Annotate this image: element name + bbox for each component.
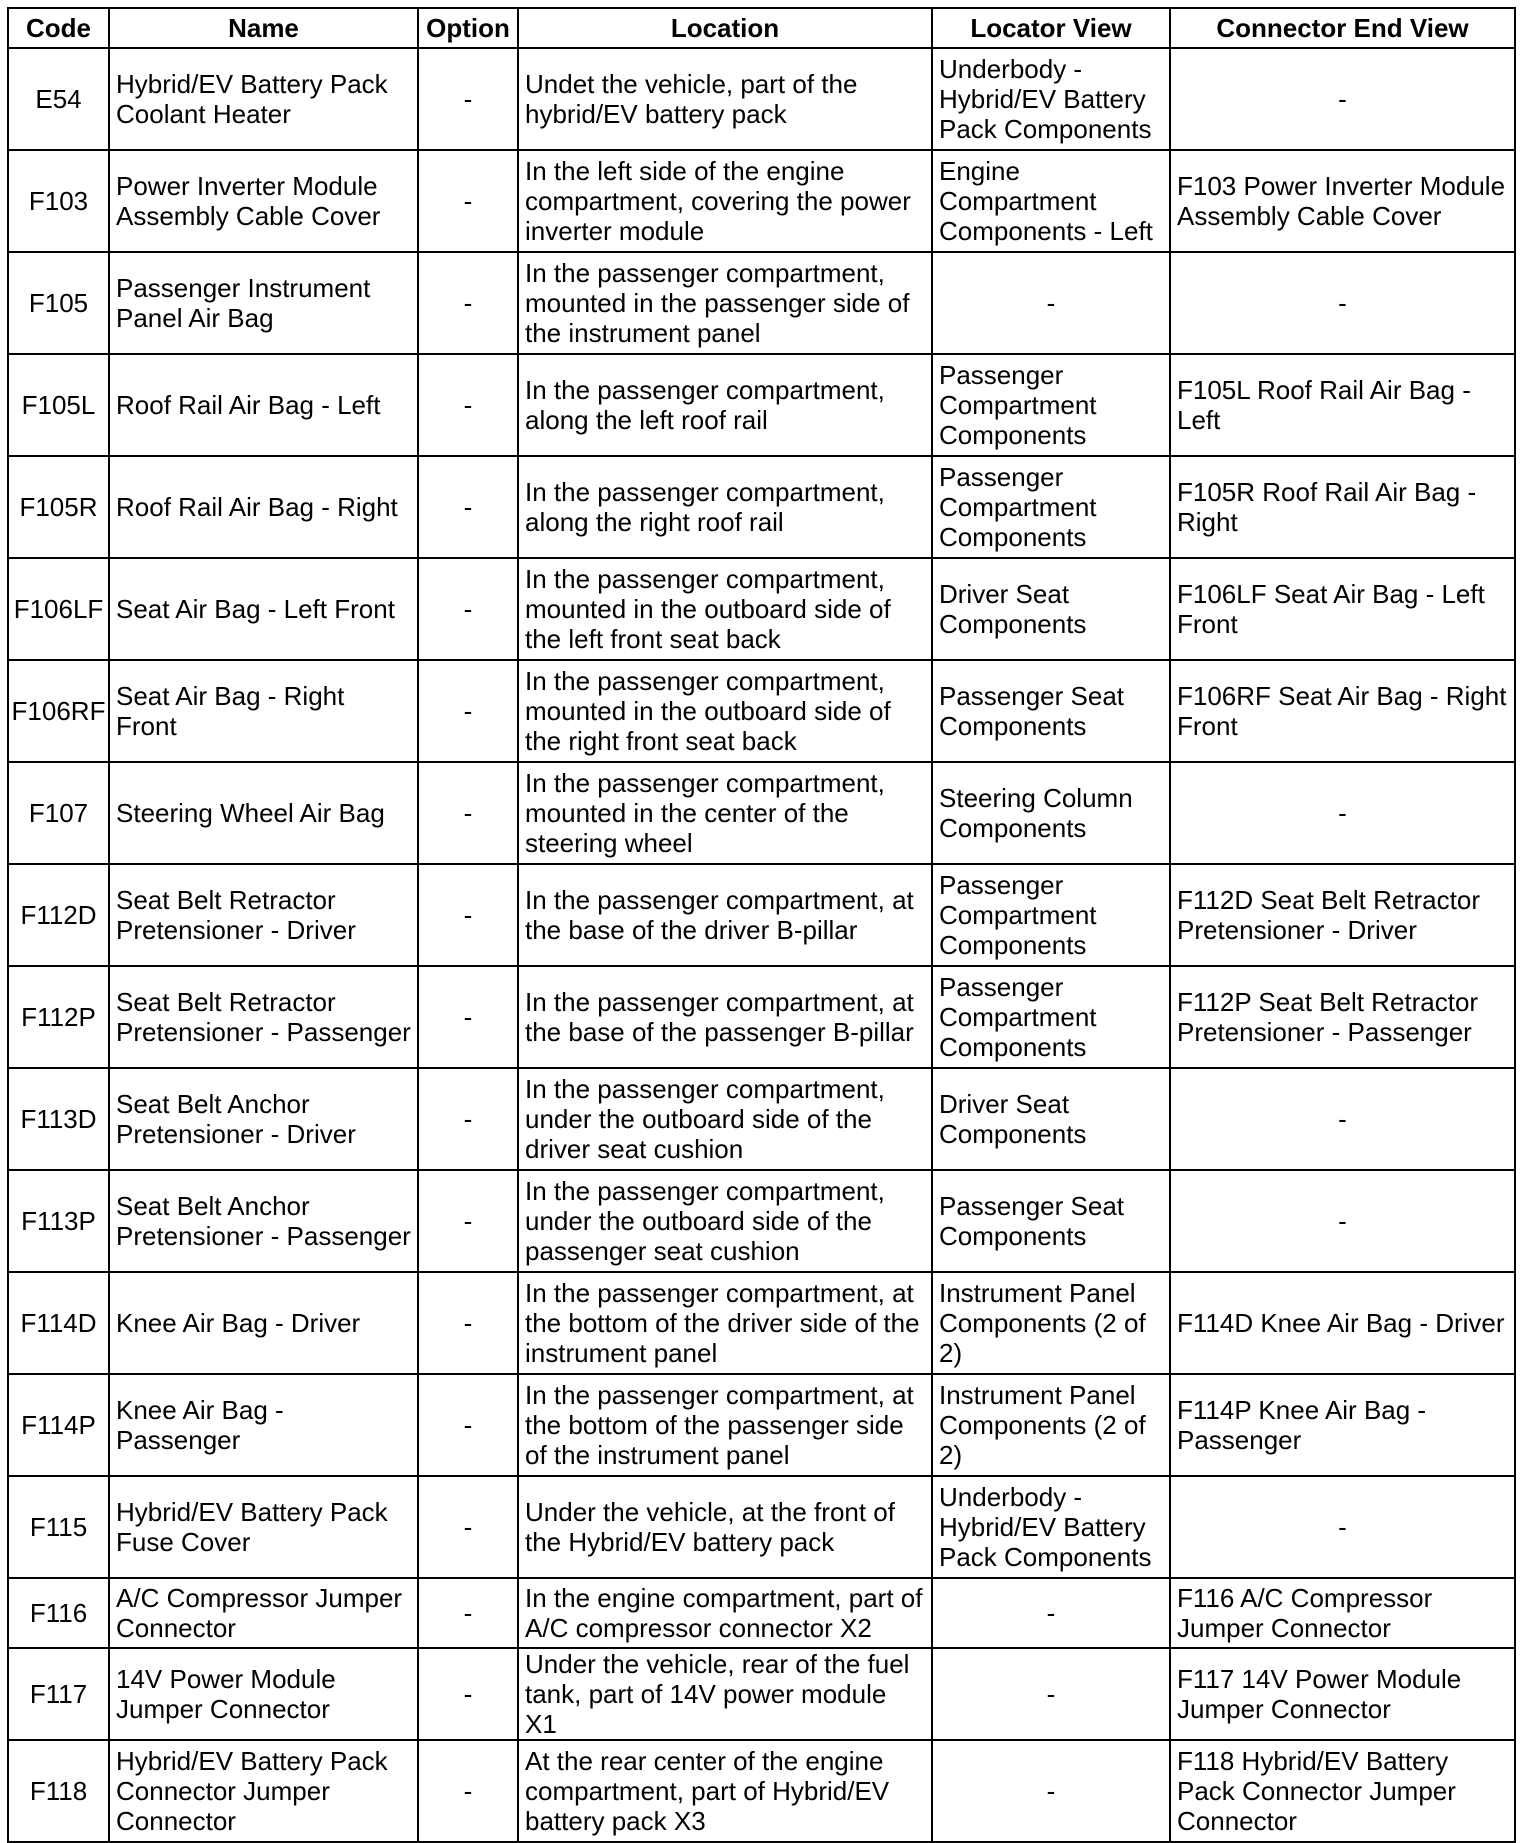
cell-code: F115 <box>8 1476 109 1578</box>
cell-option: - <box>418 456 518 558</box>
cell-locator-view: Driver Seat Components <box>932 1068 1170 1170</box>
cell-option: - <box>418 966 518 1068</box>
cell-locator-view: Engine Compartment Components - Left <box>932 150 1170 252</box>
header-name: Name <box>109 8 418 48</box>
cell-location: In the passenger compartment, along the left roof rail <box>518 354 932 456</box>
table-row <box>8 1374 1515 1476</box>
cell-connector-end-view: F114D Knee Air Bag - Driver <box>1170 1272 1515 1374</box>
header-location: Location <box>518 8 932 48</box>
cell-name: A/C Compressor Jumper Connector <box>109 1578 418 1648</box>
cell-location: Under the vehicle, at the front of the Hybrid/EV battery pack <box>518 1476 932 1578</box>
cell-code: F105L <box>8 354 109 456</box>
cell-location: In the passenger compartment, under the outboard side of the passenger seat cushion <box>518 1170 932 1272</box>
component-locator-table <box>7 7 1516 1843</box>
cell-name: Seat Air Bag - Right Front <box>109 660 418 762</box>
cell-name: Knee Air Bag - Passenger <box>109 1374 418 1476</box>
cell-locator-view: Passenger Compartment Components <box>932 864 1170 966</box>
table-row <box>8 48 1515 150</box>
cell-option: - <box>418 1740 518 1842</box>
cell-code: F106RF <box>8 660 109 762</box>
cell-locator-view: Instrument Panel Components (2 of 2) <box>932 1374 1170 1476</box>
cell-connector-end-view: - <box>1170 252 1515 354</box>
cell-option: - <box>418 48 518 150</box>
cell-location: In the passenger compartment, mounted in the center of the steering wheel <box>518 762 932 864</box>
header-code: Code <box>8 8 109 48</box>
cell-location: Undet the vehicle, part of the hybrid/EV battery pack <box>518 48 932 150</box>
cell-locator-view: Passenger Compartment Components <box>932 966 1170 1068</box>
cell-name: Knee Air Bag - Driver <box>109 1272 418 1374</box>
table-row <box>8 1648 1515 1740</box>
cell-connector-end-view: F112P Seat Belt Retractor Pretensioner - Passenger <box>1170 966 1515 1068</box>
header-connector-end-view: Connector End View <box>1170 8 1515 48</box>
cell-location: In the passenger compartment, at the base of the passenger B-pillar <box>518 966 932 1068</box>
cell-locator-view: - <box>932 1648 1170 1740</box>
cell-name: Seat Belt Anchor Pretensioner - Passenger <box>109 1170 418 1272</box>
cell-code: F118 <box>8 1740 109 1842</box>
table-body <box>8 48 1515 1842</box>
cell-name: Seat Belt Anchor Pretensioner - Driver <box>109 1068 418 1170</box>
cell-location: Under the vehicle, rear of the fuel tank, part of 14V power module X1 <box>518 1648 932 1740</box>
cell-connector-end-view: F106RF Seat Air Bag - Right Front <box>1170 660 1515 762</box>
cell-code: E54 <box>8 48 109 150</box>
cell-connector-end-view: F106LF Seat Air Bag - Left Front <box>1170 558 1515 660</box>
cell-option: - <box>418 864 518 966</box>
cell-connector-end-view: F118 Hybrid/EV Battery Pack Connector Jumper Connector <box>1170 1740 1515 1842</box>
cell-option: - <box>418 1648 518 1740</box>
cell-code: F103 <box>8 150 109 252</box>
cell-code: F113D <box>8 1068 109 1170</box>
cell-connector-end-view: F112D Seat Belt Retractor Pretensioner - Driver <box>1170 864 1515 966</box>
cell-location: In the passenger compartment, mounted in the passenger side of the instrument panel <box>518 252 932 354</box>
cell-connector-end-view: F105R Roof Rail Air Bag - Right <box>1170 456 1515 558</box>
table-row <box>8 354 1515 456</box>
cell-option: - <box>418 1578 518 1648</box>
cell-location: In the left side of the engine compartment, covering the power inverter module <box>518 150 932 252</box>
cell-option: - <box>418 762 518 864</box>
cell-connector-end-view: F116 A/C Compressor Jumper Connector <box>1170 1578 1515 1648</box>
cell-code: F114P <box>8 1374 109 1476</box>
cell-connector-end-view: - <box>1170 762 1515 864</box>
table-row <box>8 252 1515 354</box>
cell-connector-end-view: F105L Roof Rail Air Bag - Left <box>1170 354 1515 456</box>
cell-location: At the rear center of the engine compartment, part of Hybrid/EV battery pack X3 <box>518 1740 932 1842</box>
cell-name: Seat Belt Retractor Pretensioner - Passenger <box>109 966 418 1068</box>
cell-location: In the passenger compartment, at the base of the driver B-pillar <box>518 864 932 966</box>
cell-location: In the passenger compartment, at the bottom of the passenger side of the instrument panel <box>518 1374 932 1476</box>
cell-name: Roof Rail Air Bag - Left <box>109 354 418 456</box>
cell-name: Steering Wheel Air Bag <box>109 762 418 864</box>
cell-locator-view: - <box>932 1740 1170 1842</box>
table-header-row <box>8 8 1515 48</box>
cell-option: - <box>418 252 518 354</box>
cell-name: Hybrid/EV Battery Pack Fuse Cover <box>109 1476 418 1578</box>
cell-option: - <box>418 558 518 660</box>
cell-location: In the passenger compartment, under the outboard side of the driver seat cushion <box>518 1068 932 1170</box>
cell-option: - <box>418 660 518 762</box>
table-row <box>8 966 1515 1068</box>
cell-code: F114D <box>8 1272 109 1374</box>
cell-connector-end-view: - <box>1170 1170 1515 1272</box>
cell-code: F113P <box>8 1170 109 1272</box>
cell-name: Roof Rail Air Bag - Right <box>109 456 418 558</box>
table-row <box>8 864 1515 966</box>
cell-code: F117 <box>8 1648 109 1740</box>
cell-locator-view: Steering Column Components <box>932 762 1170 864</box>
cell-name: Power Inverter Module Assembly Cable Cover <box>109 150 418 252</box>
table-row <box>8 1068 1515 1170</box>
cell-option: - <box>418 150 518 252</box>
table-row <box>8 1272 1515 1374</box>
cell-name: Seat Belt Retractor Pretensioner - Driver <box>109 864 418 966</box>
cell-location: In the passenger compartment, at the bottom of the driver side of the instrument panel <box>518 1272 932 1374</box>
cell-code: F105 <box>8 252 109 354</box>
header-option: Option <box>418 8 518 48</box>
cell-connector-end-view: F114P Knee Air Bag - Passenger <box>1170 1374 1515 1476</box>
cell-code: F106LF <box>8 558 109 660</box>
cell-location: In the engine compartment, part of A/C compressor connector X2 <box>518 1578 932 1648</box>
cell-code: F105R <box>8 456 109 558</box>
cell-connector-end-view: F117 14V Power Module Jumper Connector <box>1170 1648 1515 1740</box>
cell-locator-view: - <box>932 252 1170 354</box>
cell-name: Hybrid/EV Battery Pack Coolant Heater <box>109 48 418 150</box>
table-row <box>8 150 1515 252</box>
table-row <box>8 1170 1515 1272</box>
cell-connector-end-view: - <box>1170 1476 1515 1578</box>
table-row <box>8 1578 1515 1648</box>
cell-name: 14V Power Module Jumper Connector <box>109 1648 418 1740</box>
table-row <box>8 558 1515 660</box>
cell-option: - <box>418 1068 518 1170</box>
cell-locator-view: Passenger Seat Components <box>932 660 1170 762</box>
cell-locator-view: Underbody - Hybrid/EV Battery Pack Components <box>932 48 1170 150</box>
table-row <box>8 660 1515 762</box>
cell-option: - <box>418 354 518 456</box>
cell-locator-view: Instrument Panel Components (2 of 2) <box>932 1272 1170 1374</box>
cell-connector-end-view: - <box>1170 48 1515 150</box>
cell-locator-view: Underbody - Hybrid/EV Battery Pack Components <box>932 1476 1170 1578</box>
table-row <box>8 1740 1515 1842</box>
table-row <box>8 456 1515 558</box>
cell-option: - <box>418 1272 518 1374</box>
table-row <box>8 762 1515 864</box>
cell-name: Hybrid/EV Battery Pack Connector Jumper Connector <box>109 1740 418 1842</box>
cell-option: - <box>418 1374 518 1476</box>
cell-locator-view: Passenger Compartment Components <box>932 456 1170 558</box>
cell-locator-view: Passenger Compartment Components <box>932 354 1170 456</box>
cell-code: F116 <box>8 1578 109 1648</box>
cell-connector-end-view: F103 Power Inverter Module Assembly Cable Cover <box>1170 150 1515 252</box>
cell-code: F112P <box>8 966 109 1068</box>
cell-name: Seat Air Bag - Left Front <box>109 558 418 660</box>
cell-code: F112D <box>8 864 109 966</box>
cell-locator-view: Driver Seat Components <box>932 558 1170 660</box>
cell-locator-view: Passenger Seat Components <box>932 1170 1170 1272</box>
cell-location: In the passenger compartment, mounted in the outboard side of the right front seat back <box>518 660 932 762</box>
cell-location: In the passenger compartment, mounted in the outboard side of the left front seat back <box>518 558 932 660</box>
cell-option: - <box>418 1170 518 1272</box>
table-row <box>8 1476 1515 1578</box>
cell-name: Passenger Instrument Panel Air Bag <box>109 252 418 354</box>
cell-code: F107 <box>8 762 109 864</box>
header-locator-view: Locator View <box>932 8 1170 48</box>
cell-locator-view: - <box>932 1578 1170 1648</box>
cell-connector-end-view: - <box>1170 1068 1515 1170</box>
cell-option: - <box>418 1476 518 1578</box>
cell-location: In the passenger compartment, along the right roof rail <box>518 456 932 558</box>
